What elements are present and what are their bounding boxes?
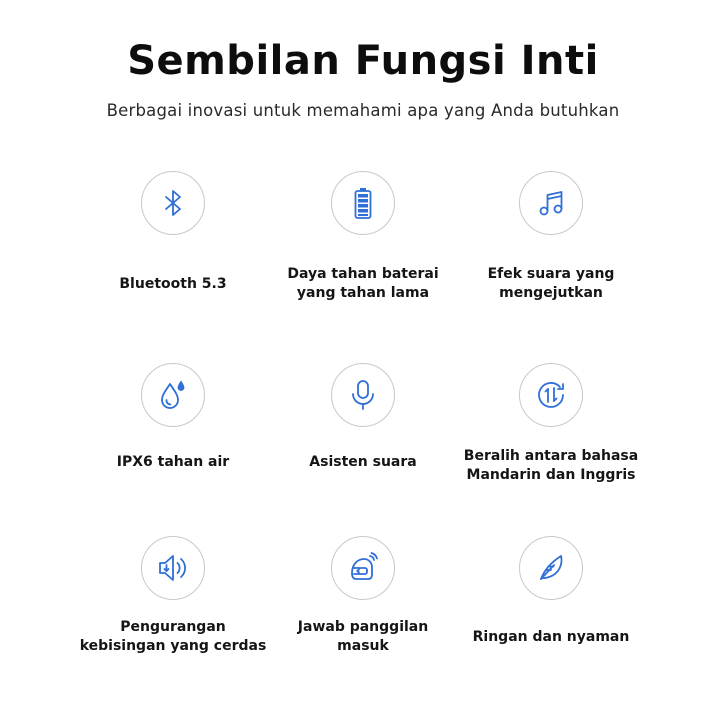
feature-label: Bluetooth 5.3	[119, 276, 227, 292]
page-title: Sembilan Fungsi Inti	[127, 38, 599, 84]
language-switch-icon	[534, 378, 568, 412]
feature-label: Beralih antara bahasa Mandarin dan Inggris	[463, 448, 639, 483]
speaker-noise-reduction-icon	[156, 551, 190, 585]
feature-label: Efek suara yang mengejutkan	[487, 266, 615, 301]
microphone-icon	[346, 378, 380, 412]
feature-label: IPX6 tahan air	[116, 454, 230, 470]
feather-icon	[534, 551, 568, 585]
feature-label: Jawab panggilan masuk	[297, 619, 429, 654]
feature-label: Pengurangan kebisingan yang cerdas	[79, 619, 267, 654]
feature-sound-effect	[436, 171, 666, 303]
feature-language-switch	[436, 363, 666, 485]
helmet-call-icon	[346, 551, 380, 585]
feature-label: Daya tahan baterai yang tahan lama	[287, 266, 439, 301]
page-subtitle: Berbagai inovasi untuk memahami apa yang Anda butuhkan	[106, 101, 620, 120]
music-note-icon	[534, 186, 568, 220]
battery-icon	[346, 186, 380, 220]
feature-label: Asisten suara	[309, 454, 417, 470]
water-drop-icon	[156, 378, 190, 412]
feature-lightweight	[436, 536, 666, 647]
bluetooth-icon	[156, 186, 190, 220]
feature-label: Ringan dan nyaman	[472, 629, 630, 645]
